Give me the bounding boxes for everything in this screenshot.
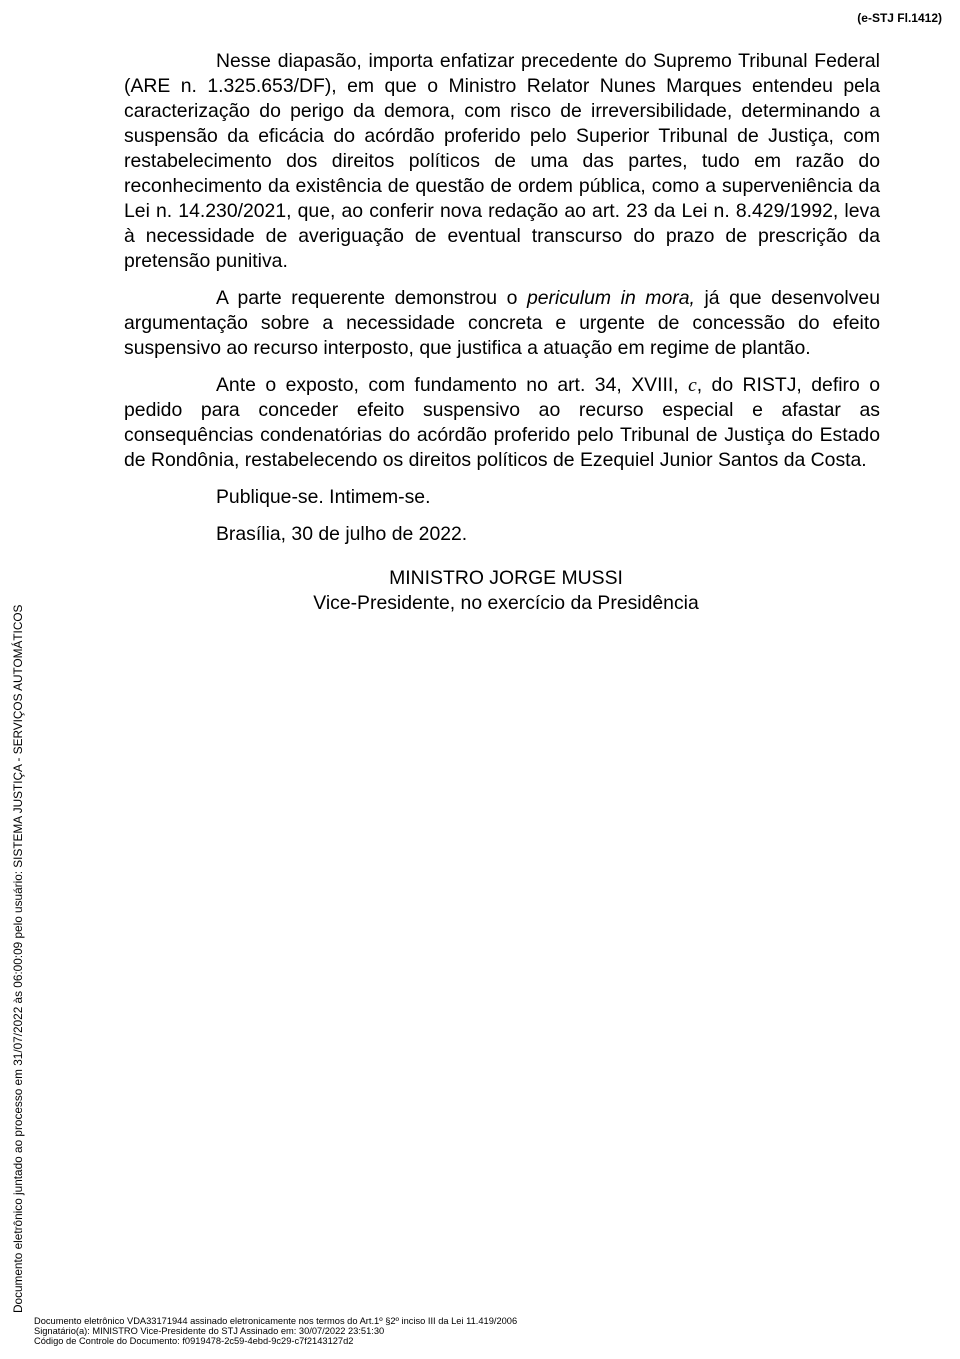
paragraph-periculum bbox=[124, 286, 880, 361]
paragraph-periculum-text-a: A parte requerente demonstrou o bbox=[216, 287, 527, 309]
signature-footer bbox=[34, 1316, 517, 1346]
footer-line-1: Documento eletrônico VDA33171944 assinado eletronicamente nos termos do Art.1º §2º inciso III da Lei 11.419/2006 bbox=[34, 1316, 518, 1326]
paragraph-periculum-italic: periculum in mora, bbox=[526, 287, 695, 309]
signature-role: Vice-Presidente, no exercício da Presidência bbox=[313, 592, 699, 614]
footer-line-3: Código de Controle do Documento: f0919478-2c59-4ebd-9c29-c7f2143127d2 bbox=[34, 1336, 354, 1346]
document-body bbox=[124, 49, 880, 559]
paragraph-decision bbox=[124, 373, 880, 473]
page-stamp: (e-STJ Fl.1412) bbox=[857, 11, 942, 25]
paragraph-periculum-text-b: já que desenvolveu argumentação sobre a necessidade concreta e urgente de concessão do efeito suspensivo ao recurso interposto, que justifica a atuação em regime de plantão. bbox=[124, 287, 880, 359]
place-date-line: Brasília, 30 de julho de 2022. bbox=[216, 523, 468, 545]
footer-line-2: Signatário(a): MINISTRO Vice-Presidente do STJ Assinado em: 30/07/2022 23:51:30 bbox=[34, 1326, 385, 1336]
paragraph-decision-text-a: Ante o exposto, com fundamento no art. 34, XVIII, bbox=[216, 374, 689, 396]
signature-name: MINISTRO JORGE MUSSI bbox=[389, 567, 623, 589]
paragraph-decision-text-b: , do RISTJ, defiro o pedido para conceder efeito suspensivo ao recurso especial e afastar as consequências condenatórias do acórdão proferido pelo Tribunal de Justiça do Estado de Rondônia, restabelecendo os direitos políticos de Ezequiel Junior Santos da Costa. bbox=[124, 374, 881, 471]
paragraph-decision-italic: c bbox=[688, 375, 697, 396]
paragraph-precedent: Nesse diapasão, importa enfatizar precedente do Supremo Tribunal Federal (ARE n. 1.325.653/DF), em que o Ministro Relator Nunes Marques entendeu pela caracterização do perigo da demora, com risco de irreversibilidade, determinando a suspensão da eficácia do acórdão proferido pelo Superior Tribunal de Justiça, com restabelecimento dos direitos políticos de uma das partes, tudo em razão do reconhecimento da existência de questão de ordem pública, como a superveniência da Lei n. 14.230/2021, que, ao conferir nova redação ao art. 23 da Lei n. 8.429/1992, leva à necessidade de averiguação de eventual transcurso do prazo de prescrição da pretensão punitiva. bbox=[124, 50, 880, 272]
side-margin-note: Documento eletrônico juntado ao processo em 31/07/2022 às 06:00:09 pelo usuário: SISTEMA JUSTIÇA - SERVIÇOS AUTOMÁTICOS bbox=[11, 604, 25, 1313]
publish-line: Publique-se. Intimem-se. bbox=[216, 486, 431, 508]
signature-block bbox=[124, 566, 880, 616]
